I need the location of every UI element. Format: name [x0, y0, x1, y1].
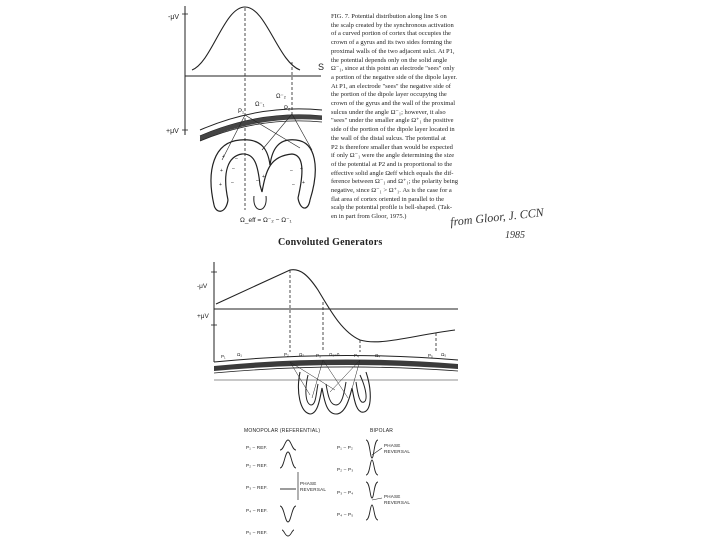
monopolar-row-5: P₅ – REF. — [246, 530, 268, 535]
wave-p2-ref — [280, 452, 296, 468]
monopolar-header: MONOPOLAR (REFERENTIAL) — [244, 428, 321, 434]
top-y-label-neg: -μV — [168, 14, 180, 21]
bottom-electrode-4: P₃ — [316, 353, 321, 358]
caption-line: of a curved portion of cortex that occupies the — [331, 30, 451, 38]
svg-text:+: + — [222, 154, 225, 160]
top-omega-1: Ω⁻₁ — [255, 102, 265, 108]
caption-line: scalp the potential profile is bell-shaped. (Tak- — [331, 204, 453, 212]
bottom-electrode-1: Ω₁ — [237, 352, 242, 357]
top-omega-eff: Ω_eff = Ω⁻₂ − Ω⁻₁ — [240, 217, 292, 224]
svg-text:+: + — [220, 168, 223, 174]
wave-p1-p2 — [366, 440, 378, 458]
caption-line: negative, since Ω⁻₁ > Ω⁺₁. As is the case for a — [331, 187, 452, 195]
caption-line: en in part from Gloor, 1975.) — [331, 213, 407, 221]
svg-text:+: + — [302, 180, 305, 186]
bipolar-row-1: P₁ – P₂ — [337, 445, 353, 450]
wave-p1-ref — [280, 440, 296, 450]
caption-line: effective solid angle Ωeff which equals the dif- — [331, 169, 454, 177]
caption-line: crown of a gyrus and its two sides forming the — [331, 39, 452, 47]
svg-text:+: + — [300, 166, 303, 172]
caption-line: the scalp created by the synchronous activation — [331, 21, 454, 29]
bottom-electrode-8: P₅ — [428, 353, 433, 358]
caption-line: "sees" under the smaller angle Ω⁺₁ the positive — [331, 117, 454, 125]
bottom-y-label-neg: -μV — [197, 283, 208, 290]
svg-text:–: – — [292, 182, 295, 188]
bottom-electrode-7: Ω₄ — [375, 353, 381, 358]
caption-line: Ω⁻₁, since at this point an electrode "sees" only — [331, 65, 455, 73]
top-electrode-p1: P₁ — [238, 109, 245, 115]
bipolar-row-4: P₄ – P₅ — [337, 512, 354, 517]
wave-p3-p4 — [366, 482, 378, 498]
wave-p5-ref — [282, 530, 294, 536]
bipolar-header: BIPOLAR — [370, 428, 394, 434]
top-s-label: S — [318, 62, 325, 72]
monopolar-row-2: P₂ – REF. — [246, 463, 268, 468]
bipolar-phase-reversal-1: PHASE REVERSAL — [384, 443, 411, 454]
bottom-electrode-5: Ω₃=0 — [329, 352, 340, 357]
bottom-electrode-9: Ω₅ — [441, 352, 447, 357]
caption-line: At P1, an electrode "sees" the negative side of — [331, 82, 451, 90]
top-electrode-p2: P₂ — [284, 106, 291, 112]
svg-text:–: – — [231, 180, 234, 186]
caption-line: the wall of the distal sulcus. The potential at — [331, 134, 446, 142]
monopolar-phase-reversal: PHASE REVERSAL — [300, 481, 327, 492]
svg-text:+: + — [219, 182, 222, 188]
caption-line: a portion of the negative side of the dipole layer. — [331, 73, 457, 81]
bipolar-row-2: P₂ – P₃ — [337, 467, 354, 472]
caption-line: flat area of cortex oriented in parallel to the — [331, 195, 444, 203]
bipolar-phase-reversal-2: PHASE REVERSAL — [384, 494, 411, 505]
handwritten-note-1: from Gloor, J. CCN — [449, 205, 545, 229]
top-omega-2: Ω⁻₂ — [276, 94, 286, 100]
bottom-electrode-6: P₄ — [354, 353, 359, 358]
bottom-electrode-0: P₁ — [221, 354, 226, 359]
wave-p4-p5 — [366, 505, 378, 520]
bottom-electrode-2: P₂ — [284, 352, 289, 357]
caption-line: the portion of the dipole layer occupying the — [331, 91, 447, 99]
caption-line: ference between Ω⁻₁ and Ω⁺₁; the polarity being — [331, 178, 458, 186]
caption-line: P2 is therefore smaller than would be expected — [331, 143, 453, 151]
caption-line: sulcus under the angle Ω⁻₁; however, it also — [331, 108, 446, 116]
handwritten-note-2: 1985 — [505, 230, 525, 241]
caption-line: of the potential at P2 and is proportional to the — [331, 160, 453, 168]
svg-text:–: – — [235, 156, 238, 162]
wave-p4-ref — [280, 506, 296, 522]
caption-line: side of the portion of the dipole layer located in — [331, 126, 455, 134]
svg-text:–: – — [256, 178, 259, 184]
monopolar-row-3: P₃ – REF. — [246, 485, 268, 490]
caption-line: FIG. 7. Potential distribution along line S on — [331, 13, 447, 20]
bipolar-row-3: P₃ – P₄ — [337, 490, 354, 495]
section-title: Convoluted Generators — [278, 237, 383, 248]
top-y-label-pos: +μV — [166, 128, 179, 135]
monopolar-row-1: P₁ – REF. — [246, 445, 268, 450]
caption-line: crown of the gyrus and the wall of the proximal — [331, 100, 456, 108]
bottom-y-label-pos: +μV — [197, 313, 209, 320]
wave-p2-p3 — [366, 460, 378, 475]
svg-text:–: – — [290, 168, 293, 174]
caption-line: the potential depends only on the solid angle — [331, 56, 448, 64]
svg-text:+: + — [262, 174, 265, 180]
caption-line: if only Ω⁻₁ were the angle determining the size — [331, 152, 455, 160]
caption-line: proximal walls of the two adjacent sulci. At P1, — [331, 47, 455, 55]
bottom-electrode-3: Ω₂ — [299, 352, 305, 357]
svg-text:–: – — [232, 166, 235, 172]
monopolar-row-4: P₄ – REF. — [246, 508, 268, 513]
